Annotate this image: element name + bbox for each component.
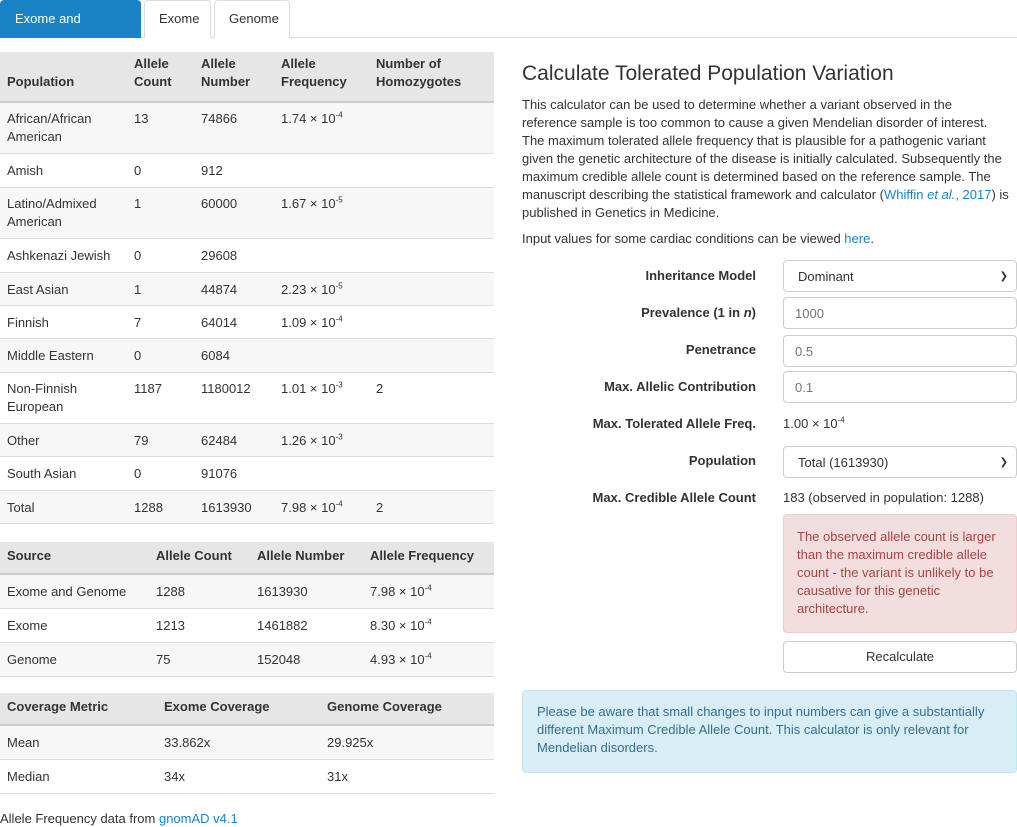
prevalence-label-close: ) bbox=[751, 305, 756, 320]
freq-exponent: -5 bbox=[335, 281, 343, 291]
prevalence-input[interactable] bbox=[783, 297, 1017, 329]
col-genome-coverage: Genome Coverage bbox=[320, 693, 494, 725]
col-allele-frequency: Allele Frequency bbox=[274, 52, 369, 102]
here-link[interactable]: here bbox=[844, 231, 871, 246]
table-row bbox=[0, 372, 494, 423]
allele-number-cell: 62484 bbox=[194, 423, 274, 456]
link-year: , 2017 bbox=[955, 187, 992, 202]
coverage-metric-cell: Median bbox=[0, 760, 157, 794]
population-cell: Latino/Admixed American bbox=[0, 187, 127, 238]
allele-frequency-cell bbox=[274, 456, 369, 490]
homozygotes-cell bbox=[369, 238, 494, 272]
col-allele-count: Allele Count bbox=[127, 52, 194, 102]
chevron-down-icon: ❯ bbox=[999, 456, 1008, 468]
inheritance-value: Dominant bbox=[798, 268, 854, 284]
col-homozygotes: Number of Homozygotes bbox=[369, 52, 494, 102]
col-allele-number: Allele Number bbox=[194, 52, 274, 102]
credible-count-label: Max. Credible Allele Count bbox=[592, 490, 756, 505]
allele-number-cell: 44874 bbox=[194, 272, 274, 305]
allele-number-cell: 1613930 bbox=[250, 574, 363, 609]
col-population: Population bbox=[0, 52, 127, 102]
gnomad-link[interactable]: gnomAD v4.1 bbox=[158, 811, 238, 826]
freq-exponent: -4 bbox=[335, 110, 343, 120]
credible-count-value: 183 (observed in population: 1288) bbox=[783, 490, 984, 505]
allele-number-cell: 64014 bbox=[194, 305, 274, 338]
tab-genome[interactable]: Genome bbox=[214, 0, 290, 38]
table-row bbox=[0, 725, 494, 760]
allele-count-cell: 0 bbox=[127, 238, 194, 272]
population-cell: Non-Finnish European bbox=[0, 372, 127, 423]
table-row bbox=[0, 153, 494, 187]
freq-base: 2.23 × 10 bbox=[281, 281, 336, 297]
allele-number-cell: 1613930 bbox=[194, 490, 274, 523]
source-cell: Exome bbox=[0, 609, 149, 643]
calculator-title: Calculate Tolerated Population Variation bbox=[522, 62, 894, 85]
allele-number-cell: 29608 bbox=[194, 238, 274, 272]
freq-exponent: -4 bbox=[335, 314, 343, 324]
allele-frequency-cell bbox=[363, 609, 494, 643]
population-cell: South Asian bbox=[0, 456, 127, 490]
source-cell: Genome bbox=[0, 643, 149, 677]
table-row bbox=[0, 490, 494, 523]
allele-count-cell: 1288 bbox=[149, 574, 250, 609]
desc-text: This calculator can be used to determine whether a variant observed in the reference sample is too common to cause a given Mendelian disorder of interest. The maximum tolerated allele frequency that is plausible for a pathogenic variant given the genetic architecture of the disease is initially calculated. Subsequently the maximum credible allele count is determined based on the reference sample. The manuscript describing the statistical framework and calculator ( bbox=[522, 97, 1002, 202]
prevalence-label-text: Prevalence (1 in bbox=[641, 305, 744, 320]
table-row bbox=[0, 609, 494, 643]
allelic-contribution-label: Max. Allelic Contribution bbox=[604, 379, 756, 394]
table-header-row bbox=[0, 693, 494, 725]
allele-frequency-cell bbox=[274, 305, 369, 338]
exome-coverage-cell: 34x bbox=[157, 760, 320, 794]
link-text: Whiffin bbox=[883, 187, 928, 202]
coverage-table bbox=[0, 693, 494, 794]
allele-number-cell: 91076 bbox=[194, 456, 274, 490]
allele-frequency-cell bbox=[363, 643, 494, 677]
genome-coverage-cell: 29.925x bbox=[320, 725, 494, 760]
table-row bbox=[0, 238, 494, 272]
freq-exponent: -3 bbox=[335, 432, 343, 442]
allele-count-cell: 1 bbox=[127, 187, 194, 238]
link-em: et al. bbox=[927, 187, 956, 202]
population-cell: Total bbox=[0, 490, 127, 523]
tab-exome[interactable]: Exome bbox=[144, 0, 211, 38]
allele-number-cell: 152048 bbox=[250, 643, 363, 677]
table-row bbox=[0, 423, 494, 456]
allele-frequency-cell bbox=[274, 238, 369, 272]
table-row bbox=[0, 760, 494, 794]
homozygotes-cell bbox=[369, 338, 494, 372]
col-coverage-metric: Coverage Metric bbox=[0, 693, 157, 725]
calculator-description bbox=[522, 96, 1010, 222]
exome-coverage-cell: 33.862x bbox=[157, 725, 320, 760]
population-select[interactable] bbox=[783, 446, 1017, 478]
population-cell: Ashkenazi Jewish bbox=[0, 238, 127, 272]
allele-frequency-cell bbox=[274, 372, 369, 423]
cardiac-note bbox=[522, 231, 874, 246]
allele-frequency-cell bbox=[274, 490, 369, 523]
freq-base: 1.09 × 10 bbox=[281, 314, 336, 330]
allele-count-cell: 13 bbox=[127, 102, 194, 153]
allele-count-cell: 0 bbox=[127, 153, 194, 187]
homozygotes-cell bbox=[369, 423, 494, 456]
population-cell: East Asian bbox=[0, 272, 127, 305]
population-cell: Other bbox=[0, 423, 127, 456]
allele-frequency-cell bbox=[363, 574, 494, 609]
tab-exome-and-genome[interactable]: Exome and genome bbox=[0, 0, 141, 38]
table-row bbox=[0, 187, 494, 238]
freq-exponent: -4 bbox=[424, 651, 432, 661]
prevalence-label-n: n bbox=[743, 305, 752, 320]
homozygotes-cell bbox=[369, 456, 494, 490]
freq-base: 8.30 × 10 bbox=[370, 618, 425, 633]
homozygotes-cell bbox=[369, 153, 494, 187]
population-table bbox=[0, 52, 494, 524]
col-exome-coverage: Exome Coverage bbox=[157, 693, 320, 725]
allele-frequency-cell bbox=[274, 153, 369, 187]
homozygotes-cell bbox=[369, 305, 494, 338]
population-cell: Amish bbox=[0, 153, 127, 187]
col-allele-number: Allele Number bbox=[250, 542, 363, 574]
tolerated-freq-exp: -4 bbox=[837, 415, 845, 425]
allele-frequency-cell bbox=[274, 423, 369, 456]
inheritance-label: Inheritance Model bbox=[645, 268, 756, 283]
allele-count-cell: 1187 bbox=[127, 372, 194, 423]
allele-number-cell: 912 bbox=[194, 153, 274, 187]
population-cell: African/African American bbox=[0, 102, 127, 153]
allele-count-cell: 75 bbox=[149, 643, 250, 677]
chevron-down-icon: ❯ bbox=[999, 270, 1008, 282]
homozygotes-cell bbox=[369, 187, 494, 238]
freq-base: 1.26 × 10 bbox=[281, 432, 336, 448]
coverage-metric-cell: Mean bbox=[0, 725, 157, 760]
table-header-row bbox=[0, 542, 494, 574]
source-table bbox=[0, 542, 494, 677]
freq-base: 7.98 × 10 bbox=[370, 584, 425, 599]
population-cell: Finnish bbox=[0, 305, 127, 338]
table-header-row bbox=[0, 52, 494, 102]
allele-count-cell: 1213 bbox=[149, 609, 250, 643]
table-row bbox=[0, 456, 494, 490]
allele-number-cell: 1461882 bbox=[250, 609, 363, 643]
col-allele-count: Allele Count bbox=[149, 542, 250, 574]
tolerated-freq-value bbox=[783, 416, 845, 431]
allele-count-cell: 1288 bbox=[127, 490, 194, 523]
note-text: Input values for some cardiac conditions can be viewed bbox=[522, 231, 845, 246]
prevalence-label bbox=[641, 305, 756, 320]
info-alert: Please be aware that small changes to input numbers can give a substantially different Maximum Credible Allele Count. This calculator is only relevant for Mendelian disorders. bbox=[522, 690, 1017, 773]
homozygotes-cell: 2 bbox=[369, 372, 494, 423]
allele-count-cell: 7 bbox=[127, 305, 194, 338]
genome-coverage-cell: 31x bbox=[320, 760, 494, 794]
freq-base: 1.67 × 10 bbox=[281, 195, 336, 211]
recalculate-button[interactable]: Recalculate bbox=[783, 641, 1017, 673]
allele-frequency-cell bbox=[274, 187, 369, 238]
allele-frequency-cell bbox=[274, 272, 369, 305]
source-cell: Exome and Genome bbox=[0, 574, 149, 609]
inheritance-select[interactable] bbox=[783, 260, 1017, 292]
allele-count-cell: 79 bbox=[127, 423, 194, 456]
allele-frequency-cell bbox=[274, 102, 369, 153]
freq-exponent: -4 bbox=[424, 617, 432, 627]
col-allele-frequency: Allele Frequency bbox=[363, 542, 494, 574]
tolerated-freq-label: Max. Tolerated Allele Freq. bbox=[592, 416, 756, 431]
allele-number-cell: 74866 bbox=[194, 102, 274, 153]
table-row bbox=[0, 305, 494, 338]
freq-exponent: -5 bbox=[335, 195, 343, 205]
table-row bbox=[0, 574, 494, 609]
freq-exponent: -4 bbox=[335, 499, 343, 509]
allele-count-cell: 0 bbox=[127, 338, 194, 372]
freq-base: 1.74 × 10 bbox=[281, 111, 336, 126]
table-row bbox=[0, 643, 494, 677]
allele-count-cell: 0 bbox=[127, 456, 194, 490]
population-value: Total (1613930) bbox=[798, 454, 889, 470]
table-row bbox=[0, 272, 494, 305]
table-row bbox=[0, 102, 494, 153]
penetrance-input[interactable] bbox=[783, 335, 1017, 367]
freq-exponent: -3 bbox=[335, 380, 343, 390]
allele-frequency-cell bbox=[274, 338, 369, 372]
population-cell: Middle Eastern bbox=[0, 338, 127, 372]
footer-text: Allele Frequency data from bbox=[0, 811, 159, 826]
note-period: . bbox=[870, 231, 874, 246]
allele-number-cell: 1180012 bbox=[194, 372, 274, 423]
freq-base: 7.98 × 10 bbox=[281, 499, 336, 515]
warning-alert: The observed allele count is larger than the maximum credible allele count - the variant is unlikely to be causative for this genetic architecture. bbox=[783, 514, 1017, 633]
freq-exponent: -4 bbox=[424, 583, 432, 593]
freq-base: 1.01 × 10 bbox=[281, 380, 336, 396]
homozygotes-cell bbox=[369, 102, 494, 153]
population-label: Population bbox=[688, 453, 756, 468]
penetrance-label: Penetrance bbox=[685, 342, 756, 357]
allele-count-cell: 1 bbox=[127, 272, 194, 305]
homozygotes-cell: 2 bbox=[369, 490, 494, 523]
allele-number-cell: 6084 bbox=[194, 338, 274, 372]
col-source: Source bbox=[0, 542, 149, 574]
allele-number-cell: 60000 bbox=[194, 187, 274, 238]
tab-bar bbox=[0, 0, 1017, 62]
allelic-contribution-input[interactable] bbox=[783, 371, 1017, 403]
freq-base: 4.93 × 10 bbox=[370, 652, 425, 667]
tolerated-freq-base: 1.00 × 10 bbox=[783, 416, 838, 431]
table-row bbox=[0, 338, 494, 372]
desc-text-end: ) is published in Genetics in Medicine. bbox=[522, 187, 1009, 220]
whiffin-link[interactable] bbox=[884, 187, 991, 202]
data-source-footer bbox=[0, 811, 238, 826]
homozygotes-cell bbox=[369, 272, 494, 305]
